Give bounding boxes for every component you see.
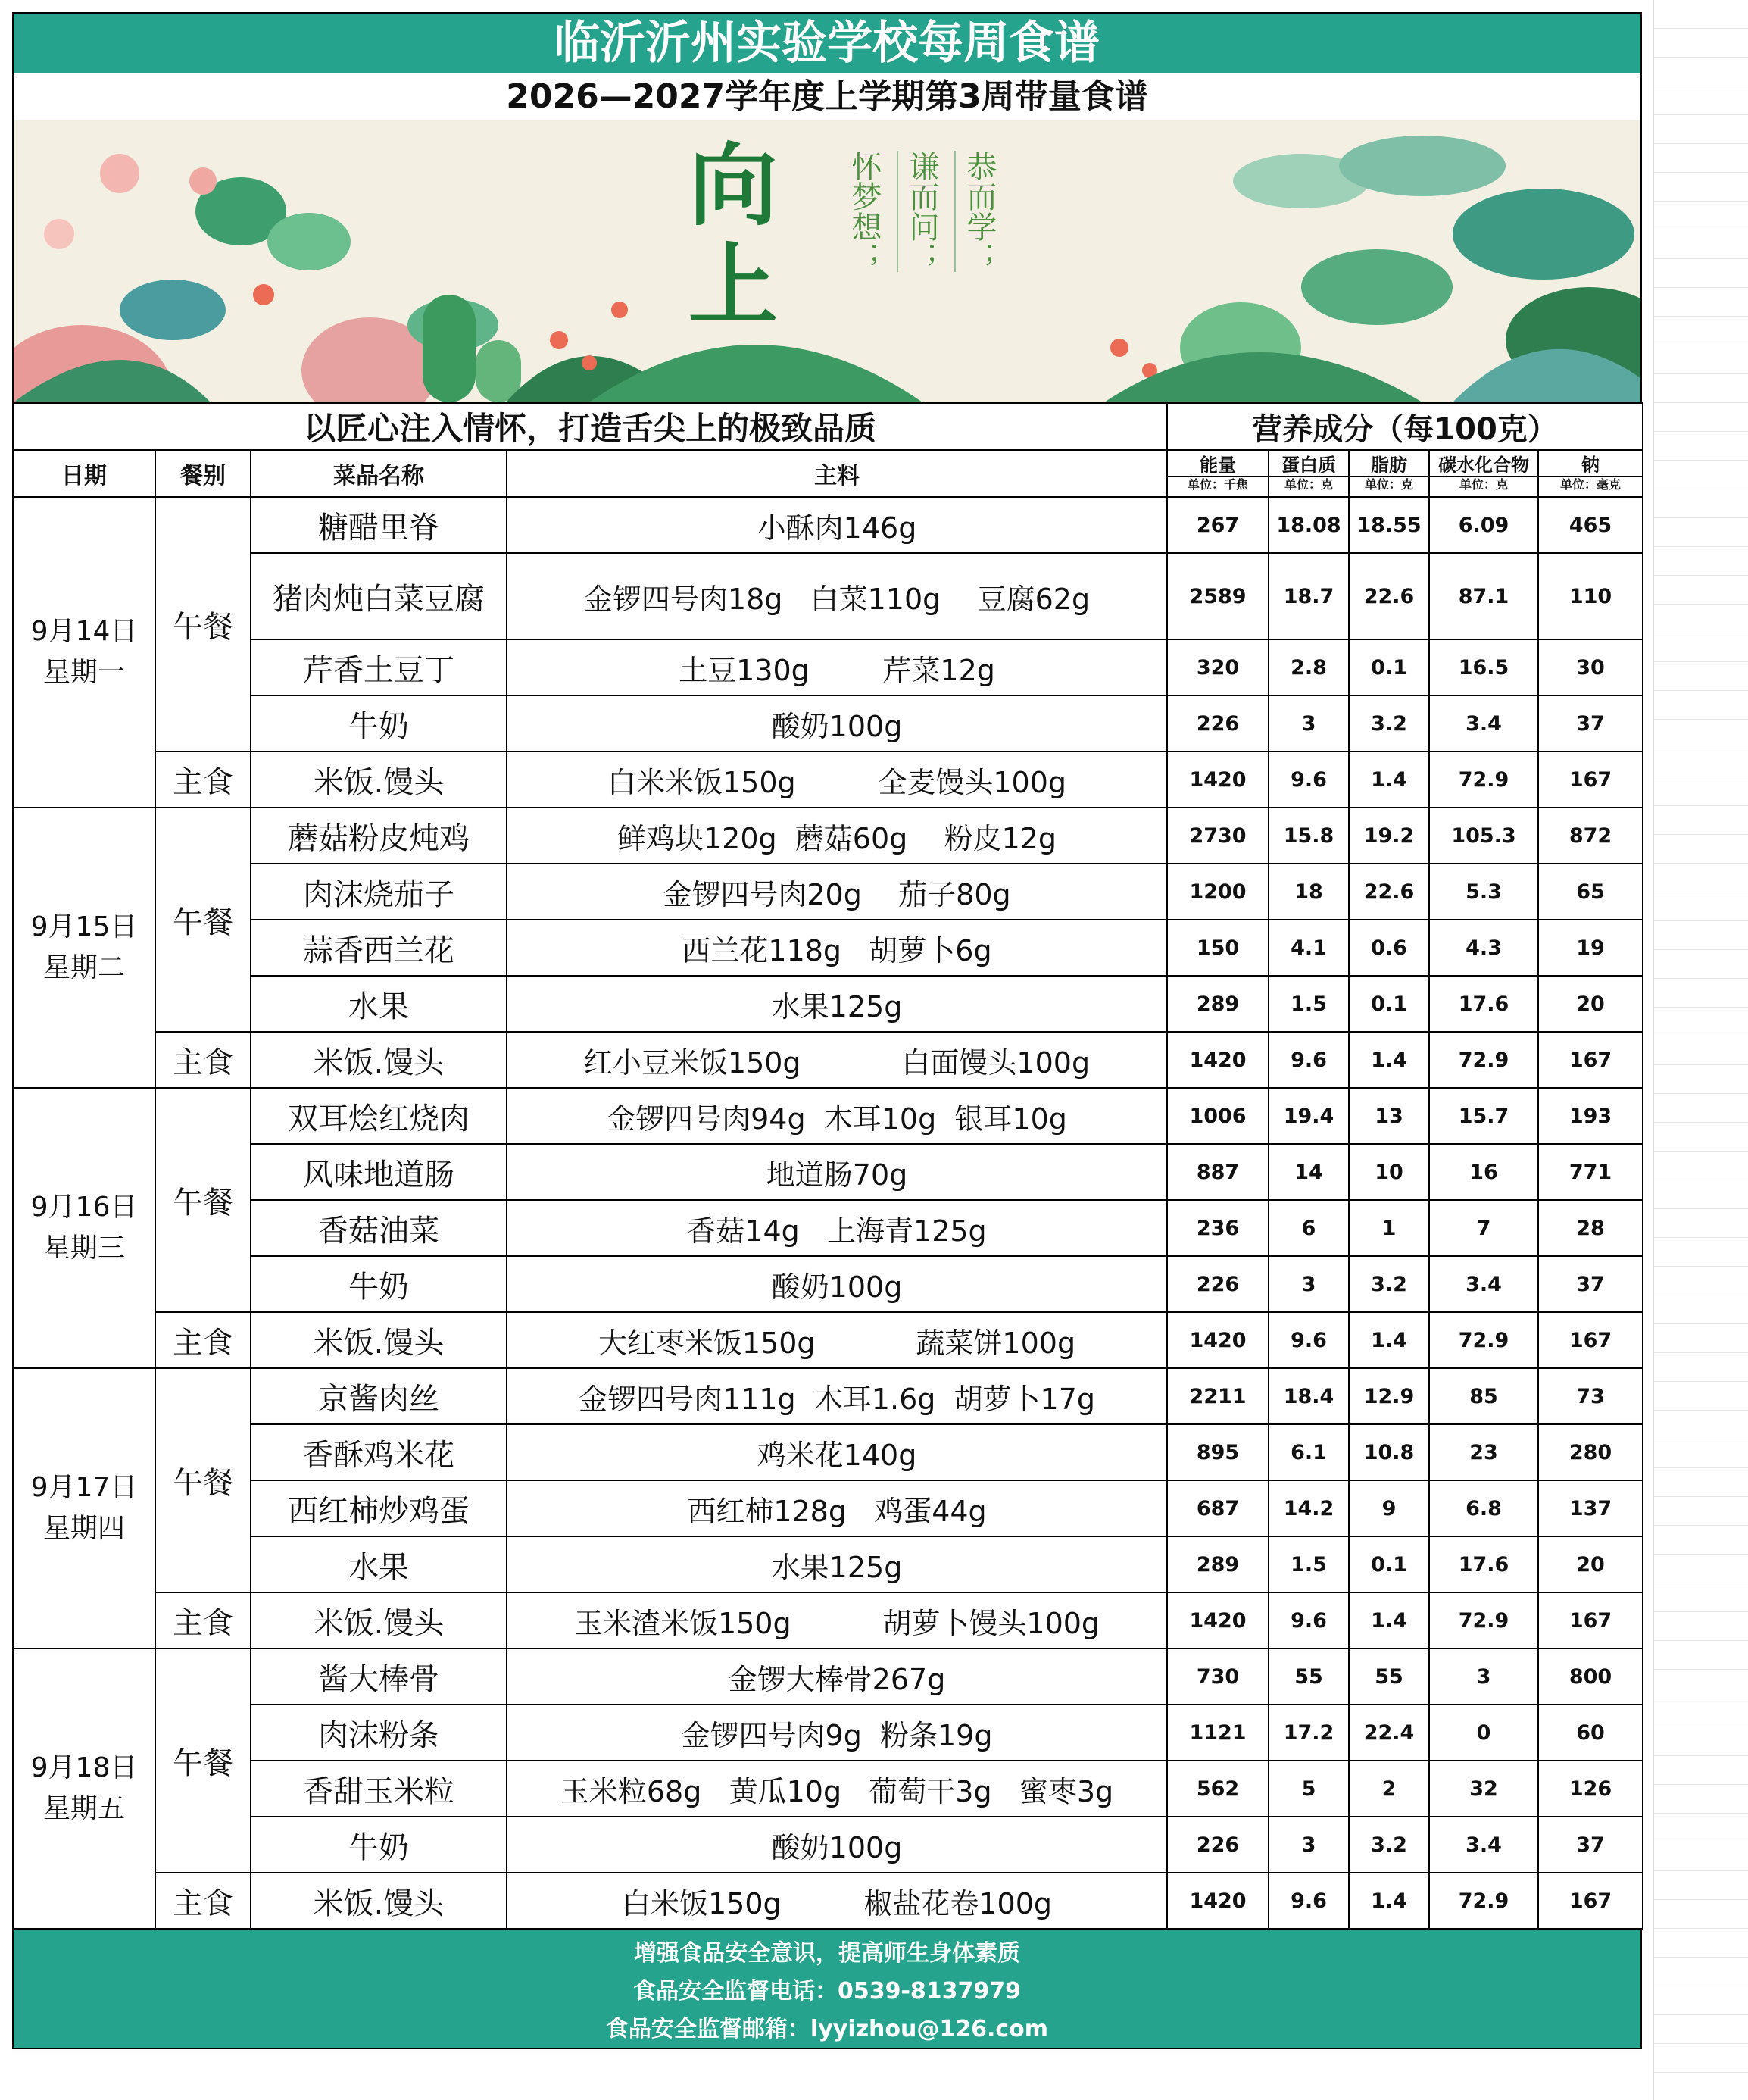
protein-value: 9.6 [1269,1873,1349,1929]
table-row [13,1144,1643,1200]
plant-illustration [14,120,1640,402]
table-row [13,1592,1643,1648]
energy-value: 1006 [1167,1088,1269,1144]
table-row [13,1200,1643,1256]
energy-label: 能量 [1200,454,1237,476]
sodium-value: 167 [1538,752,1643,808]
sodium-value: 167 [1538,1312,1643,1368]
date-cell [13,497,155,808]
date-cell [13,1368,155,1648]
banner-char-2: 上 [688,233,778,338]
protein-value: 17.2 [1269,1705,1349,1761]
ingredients: 地道肠70g [507,1144,1167,1200]
dish-name: 芹香土豆丁 [251,639,507,695]
ingredients: 金锣大棒骨267g [507,1648,1167,1705]
energy-value: 1420 [1167,1312,1269,1368]
protein-value: 18 [1269,864,1349,920]
dish-name: 风味地道肠 [251,1144,507,1200]
fat-value: 0.6 [1349,920,1429,976]
carbs-value: 3.4 [1429,1256,1538,1312]
table-row [13,1705,1643,1761]
carbs-label: 碳水化合物 [1438,454,1530,476]
table-row [13,752,1643,808]
sodium-value: 37 [1538,695,1643,752]
ingredients: 水果125g [507,1536,1167,1592]
carbs-value: 7 [1429,1200,1538,1256]
carbs-value: 85 [1429,1368,1538,1424]
dish-name: 米饭.馒头 [251,1592,507,1648]
col-header-carbs [1429,450,1538,497]
carbs-value: 72.9 [1429,1032,1538,1088]
footer-phone: 食品安全监督电话：0539-8137979 [632,1978,1022,2005]
sodium-value: 137 [1538,1480,1643,1536]
meal-staple: 主食 [155,1032,251,1088]
protein-value: 18.7 [1269,553,1349,639]
date-label: 9月16日 [30,1192,138,1223]
ingredients: 酸奶100g [507,1256,1167,1312]
spreadsheet-empty-columns [1653,0,1748,2100]
table-row [13,1424,1643,1480]
carbs-value: 4.3 [1429,920,1538,976]
col-header-energy [1167,450,1269,497]
col-header-date: 日期 [13,450,155,497]
protein-value: 18.4 [1269,1368,1349,1424]
meal-staple: 主食 [155,1873,251,1929]
col-header-dish: 菜品名称 [251,450,507,497]
carbs-value: 0 [1429,1705,1538,1761]
fat-value: 22.6 [1349,553,1429,639]
ingredients: 金锣四号肉94g 木耳10g 银耳10g [507,1088,1167,1144]
col-header-meal: 餐别 [155,450,251,497]
protein-value: 9.6 [1269,1312,1349,1368]
dish-name: 牛奶 [251,695,507,752]
date-cell [13,1648,155,1929]
carbs-value: 72.9 [1429,1312,1538,1368]
energy-value: 1420 [1167,1873,1269,1929]
col-header-fat [1349,450,1429,497]
energy-value: 895 [1167,1424,1269,1480]
energy-value: 887 [1167,1144,1269,1200]
fat-value: 3.2 [1349,1256,1429,1312]
energy-value: 2730 [1167,808,1269,864]
fat-unit: 单位：克 [1350,476,1428,493]
sodium-value: 37 [1538,1256,1643,1312]
sodium-value: 167 [1538,1592,1643,1648]
table-row [13,808,1643,864]
fat-value: 19.2 [1349,808,1429,864]
table-row [13,1088,1643,1144]
table-row [13,639,1643,695]
ingredients: 小酥肉146g [507,497,1167,553]
protein-value: 55 [1269,1648,1349,1705]
energy-value: 1420 [1167,1592,1269,1648]
col-header-sodium [1538,450,1643,497]
fat-value: 1.4 [1349,1312,1429,1368]
nutrition-title: 营养成分（每100克） [1167,403,1643,450]
meal-lunch: 午餐 [155,497,251,752]
dish-name: 酱大棒骨 [251,1648,507,1705]
fat-value: 0.1 [1349,639,1429,695]
dish-name: 米饭.馒头 [251,1312,507,1368]
protein-value: 3 [1269,1817,1349,1873]
weekday-label: 星期二 [42,952,125,983]
dish-name: 米饭.馒头 [251,752,507,808]
carbs-value: 72.9 [1429,752,1538,808]
date-label: 9月14日 [30,616,138,647]
carbs-value: 3 [1429,1648,1538,1705]
ingredients: 金锣四号肉20g 茄子80g [507,864,1167,920]
ingredients: 酸奶100g [507,695,1167,752]
dish-name: 米饭.馒头 [251,1032,507,1088]
dish-name: 米饭.馒头 [251,1873,507,1929]
sodium-value: 167 [1538,1873,1643,1929]
meal-lunch: 午餐 [155,1648,251,1873]
fat-value: 22.4 [1349,1705,1429,1761]
fat-value: 13 [1349,1088,1429,1144]
sodium-value: 65 [1538,864,1643,920]
poem-column-2: 谦而问； [897,151,939,272]
ingredients: 红小豆米饭150g 白面馒头100g [507,1032,1167,1088]
meal-lunch: 午餐 [155,1368,251,1592]
carbs-value: 3.4 [1429,1817,1538,1873]
dish-name: 蘑菇粉皮炖鸡 [251,808,507,864]
ingredients: 金锣四号肉9g 粉条19g [507,1705,1167,1761]
weekday-label: 星期四 [42,1513,125,1544]
energy-value: 226 [1167,1817,1269,1873]
sodium-value: 110 [1538,553,1643,639]
ingredients: 白米饭150g 椒盐花卷100g [507,1873,1167,1929]
carbs-value: 23 [1429,1424,1538,1480]
ingredients: 鸡米花140g [507,1424,1167,1480]
sodium-value: 193 [1538,1088,1643,1144]
fat-label: 脂肪 [1371,454,1408,476]
protein-value: 15.8 [1269,808,1349,864]
carbs-value: 72.9 [1429,1592,1538,1648]
dish-name: 糖醋里脊 [251,497,507,553]
dish-name: 水果 [251,976,507,1032]
ingredients: 西兰花118g 胡萝卜6g [507,920,1167,976]
carbs-value: 6.09 [1429,497,1538,553]
fat-value: 9 [1349,1480,1429,1536]
weekday-label: 星期五 [42,1793,125,1824]
date-label: 9月18日 [30,1752,138,1783]
dish-name: 西红柿炒鸡蛋 [251,1480,507,1536]
ingredients: 玉米粒68g 黄瓜10g 葡萄干3g 蜜枣3g [507,1761,1167,1817]
table-row [13,1256,1643,1312]
carbs-value: 16.5 [1429,639,1538,695]
page-subtitle: 2026—2027学年度上学期第3周带量食谱 [12,73,1642,120]
table-row [13,1480,1643,1536]
energy-value: 730 [1167,1648,1269,1705]
dish-name: 香酥鸡米花 [251,1424,507,1480]
table-row [13,1873,1643,1929]
ingredients: 酸奶100g [507,1817,1167,1873]
carbs-value: 17.6 [1429,1536,1538,1592]
ingredients: 金锣四号肉111g 木耳1.6g 胡萝卜17g [507,1368,1167,1424]
protein-value: 9.6 [1269,1032,1349,1088]
ingredients: 西红柿128g 鸡蛋44g [507,1480,1167,1536]
ingredients: 水果125g [507,976,1167,1032]
energy-value: 289 [1167,976,1269,1032]
sodium-value: 465 [1538,497,1643,553]
weekday-label: 星期一 [42,657,125,688]
dish-name: 香菇油菜 [251,1200,507,1256]
protein-value: 14.2 [1269,1480,1349,1536]
meal-staple: 主食 [155,1592,251,1648]
date-label: 9月17日 [30,1472,138,1503]
fat-value: 0.1 [1349,976,1429,1032]
energy-value: 687 [1167,1480,1269,1536]
fat-value: 1.4 [1349,1873,1429,1929]
dish-name: 肉沫粉条 [251,1705,507,1761]
energy-value: 236 [1167,1200,1269,1256]
energy-value: 1200 [1167,864,1269,920]
protein-value: 9.6 [1269,752,1349,808]
poem-column-3: 怀梦想； [847,151,882,272]
protein-value: 9.6 [1269,1592,1349,1648]
sodium-value: 60 [1538,1705,1643,1761]
sodium-value: 280 [1538,1424,1643,1480]
dish-name: 肉沫烧茄子 [251,864,507,920]
table-row [13,1368,1643,1424]
sodium-unit: 单位：毫克 [1539,476,1642,493]
ingredients: 土豆130g 芹菜12g [507,639,1167,695]
energy-value: 562 [1167,1761,1269,1817]
sodium-value: 800 [1538,1648,1643,1705]
protein-value: 2.8 [1269,639,1349,695]
energy-value: 150 [1167,920,1269,976]
sodium-value: 20 [1538,976,1643,1032]
table-row [13,1536,1643,1592]
protein-value: 3 [1269,1256,1349,1312]
protein-value: 6.1 [1269,1424,1349,1480]
ingredients: 玉米渣米饭150g 胡萝卜馒头100g [507,1592,1167,1648]
carbs-value: 32 [1429,1761,1538,1817]
energy-unit: 单位：千焦 [1168,476,1268,493]
sodium-value: 126 [1538,1761,1643,1817]
date-cell [13,1088,155,1368]
table-row [13,1032,1643,1088]
protein-value: 18.08 [1269,497,1349,553]
table-row [13,553,1643,639]
sodium-label: 钠 [1581,454,1600,476]
carbs-value: 3.4 [1429,695,1538,752]
ingredients: 金锣四号肉18g 白菜110g 豆腐62g [507,553,1167,639]
ingredients: 大红枣米饭150g 蔬菜饼100g [507,1312,1167,1368]
energy-value: 320 [1167,639,1269,695]
menu-table [12,402,1643,1930]
dish-name: 京酱肉丝 [251,1368,507,1424]
menu-sheet [12,12,1642,2049]
energy-value: 1420 [1167,1032,1269,1088]
ingredients: 白米米饭150g 全麦馒头100g [507,752,1167,808]
table-row [13,497,1643,553]
table-row [13,1312,1643,1368]
carbs-value: 6.8 [1429,1480,1538,1536]
fat-value: 3.2 [1349,1817,1429,1873]
carbs-value: 15.7 [1429,1088,1538,1144]
sodium-value: 167 [1538,1032,1643,1088]
sodium-value: 73 [1538,1368,1643,1424]
meal-staple: 主食 [155,1312,251,1368]
carbs-value: 87.1 [1429,553,1538,639]
table-row [13,976,1643,1032]
meal-staple: 主食 [155,752,251,808]
page-title: 临沂沂州实验学校每周食谱 [12,12,1642,73]
protein-label: 蛋白质 [1281,454,1337,476]
table-row [13,864,1643,920]
col-header-protein [1269,450,1349,497]
sodium-value: 28 [1538,1200,1643,1256]
slogan: 以匠心注入情怀，打造舌尖上的极致品质 [13,403,1167,450]
protein-value: 1.5 [1269,976,1349,1032]
energy-value: 267 [1167,497,1269,553]
energy-value: 226 [1167,695,1269,752]
fat-value: 22.6 [1349,864,1429,920]
sodium-value: 30 [1538,639,1643,695]
dish-name: 猪肉炖白菜豆腐 [251,553,507,639]
fat-value: 18.55 [1349,497,1429,553]
fat-value: 1.4 [1349,1592,1429,1648]
ingredients: 香菇14g 上海青125g [507,1200,1167,1256]
dish-name: 牛奶 [251,1817,507,1873]
date-label: 9月15日 [30,911,138,942]
fat-value: 3.2 [1349,695,1429,752]
energy-value: 2589 [1167,553,1269,639]
protein-value: 3 [1269,695,1349,752]
protein-value: 14 [1269,1144,1349,1200]
dish-name: 水果 [251,1536,507,1592]
protein-value: 19.4 [1269,1088,1349,1144]
meal-lunch: 午餐 [155,808,251,1032]
energy-value: 226 [1167,1256,1269,1312]
carbs-value: 16 [1429,1144,1538,1200]
date-cell [13,808,155,1088]
table-row [13,1648,1643,1705]
table-row [13,920,1643,976]
energy-value: 2211 [1167,1368,1269,1424]
table-row [13,695,1643,752]
table-row [13,1761,1643,1817]
dish-name: 牛奶 [251,1256,507,1312]
protein-unit: 单位：克 [1269,476,1348,493]
dish-name: 双耳烩红烧肉 [251,1088,507,1144]
protein-value: 5 [1269,1761,1349,1817]
protein-value: 6 [1269,1200,1349,1256]
banner-big-characters [657,133,809,338]
fat-value: 55 [1349,1648,1429,1705]
fat-value: 0.1 [1349,1536,1429,1592]
fat-value: 10.8 [1349,1424,1429,1480]
sodium-value: 872 [1538,808,1643,864]
carbs-value: 5.3 [1429,864,1538,920]
ingredients: 鲜鸡块120g 蘑菇60g 粉皮12g [507,808,1167,864]
table-row [13,1817,1643,1873]
energy-value: 1420 [1167,752,1269,808]
protein-value: 4.1 [1269,920,1349,976]
banner-char-1: 向 [688,133,778,238]
energy-value: 289 [1167,1536,1269,1592]
carbs-unit: 单位：克 [1430,476,1537,493]
fat-value: 1.4 [1349,752,1429,808]
dish-name: 蒜香西兰花 [251,920,507,976]
fat-value: 12.9 [1349,1368,1429,1424]
decorative-banner [12,120,1642,402]
meal-lunch: 午餐 [155,1088,251,1312]
dish-name: 香甜玉米粒 [251,1761,507,1817]
weekday-label: 星期三 [42,1233,125,1264]
footer-banner [12,1930,1642,2049]
carbs-value: 17.6 [1429,976,1538,1032]
fat-value: 1.4 [1349,1032,1429,1088]
carbs-value: 72.9 [1429,1873,1538,1929]
sodium-value: 20 [1538,1536,1643,1592]
fat-value: 1 [1349,1200,1429,1256]
footer-slogan: 增强食品安全意识，提高师生身体素质 [634,1940,1020,1967]
protein-value: 1.5 [1269,1536,1349,1592]
banner-poem [847,151,997,272]
sodium-value: 771 [1538,1144,1643,1200]
carbs-value: 105.3 [1429,808,1538,864]
poem-column-1: 恭而学； [954,151,997,272]
sodium-value: 19 [1538,920,1643,976]
fat-value: 2 [1349,1761,1429,1817]
footer-email: 食品安全监督邮箱：lyyizhou@126.com [605,2016,1049,2042]
energy-value: 1121 [1167,1705,1269,1761]
col-header-ingredients: 主料 [507,450,1167,497]
fat-value: 10 [1349,1144,1429,1200]
sodium-value: 37 [1538,1817,1643,1873]
